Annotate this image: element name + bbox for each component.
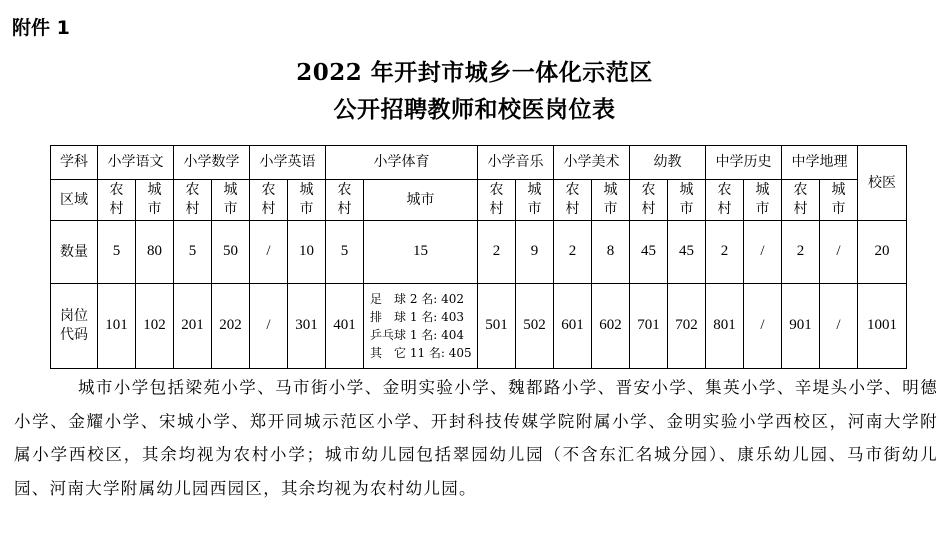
- subject-header-school-doctor: 校医: [858, 146, 907, 221]
- row-label-code-cell: [51, 284, 98, 369]
- area-rural: 农村: [185, 182, 200, 217]
- count-cell: 10: [288, 221, 326, 284]
- subject-header: 小学语文: [98, 146, 174, 180]
- area-cell: [820, 180, 858, 221]
- code-cell: 202: [212, 284, 250, 369]
- positions-table: [50, 145, 907, 369]
- title-line-1: 2022 年开封市城乡一体化示范区: [296, 59, 653, 86]
- area-city-pe: 城市: [364, 180, 478, 221]
- row-label-area: 区域: [51, 180, 98, 221]
- count-cell: /: [250, 221, 288, 284]
- area-rural: 农村: [717, 182, 732, 217]
- area-city: 城市: [299, 182, 314, 217]
- code-cell: 201: [174, 284, 212, 369]
- subject-header: 小学美术: [554, 146, 630, 180]
- pe-code-football: 足 球 2 名: 402: [370, 292, 465, 306]
- title-line-2: 公开招聘教师和校医岗位表: [333, 96, 616, 123]
- area-cell: [782, 180, 820, 221]
- pe-code-table-tennis: 乒乓球 1 名: 404: [370, 328, 465, 342]
- area-row: [51, 180, 907, 221]
- code-cell: 901: [782, 284, 820, 369]
- area-cell: [668, 180, 706, 221]
- code-cell: 501: [478, 284, 516, 369]
- count-cell: 45: [668, 221, 706, 284]
- area-rural: 农村: [793, 182, 808, 217]
- count-cell: 5: [174, 221, 212, 284]
- count-cell: /: [744, 221, 782, 284]
- code-cell: 702: [668, 284, 706, 369]
- area-city: 城市: [223, 182, 238, 217]
- area-rural: 农村: [261, 182, 276, 217]
- subject-header: 小学音乐: [478, 146, 554, 180]
- count-row: [51, 221, 907, 284]
- attachment-label: 附件 1: [12, 17, 70, 39]
- area-city: 城市: [603, 182, 618, 217]
- subject-header: 小学英语: [250, 146, 326, 180]
- area-cell: [744, 180, 782, 221]
- count-cell: 15: [364, 221, 478, 284]
- code-cell: 601: [554, 284, 592, 369]
- area-cell: [516, 180, 554, 221]
- subject-header: 小学体育: [326, 146, 478, 180]
- subject-row: [51, 146, 907, 180]
- code-cell: 801: [706, 284, 744, 369]
- area-city: 城市: [755, 182, 770, 217]
- code-cell: 1001: [858, 284, 907, 369]
- count-cell: 9: [516, 221, 554, 284]
- subject-header: 中学地理: [782, 146, 858, 180]
- count-cell: 2: [782, 221, 820, 284]
- code-cell: 102: [136, 284, 174, 369]
- count-cell: 5: [326, 221, 364, 284]
- area-cell: [592, 180, 630, 221]
- area-cell: [630, 180, 668, 221]
- code-cell: 602: [592, 284, 630, 369]
- area-cell: [136, 180, 174, 221]
- area-city: 城市: [147, 182, 162, 217]
- area-cell: [212, 180, 250, 221]
- subject-header: 中学历史: [706, 146, 782, 180]
- code-cell: 301: [288, 284, 326, 369]
- subject-header: 小学数学: [174, 146, 250, 180]
- row-label-subject: 学科: [51, 146, 98, 180]
- count-cell: 2: [706, 221, 744, 284]
- area-city: 城市: [527, 182, 542, 217]
- count-cell: 80: [136, 221, 174, 284]
- count-cell: 2: [554, 221, 592, 284]
- count-cell: 2: [478, 221, 516, 284]
- area-cell: [326, 180, 364, 221]
- count-cell: 5: [98, 221, 136, 284]
- code-row: [51, 284, 907, 369]
- count-cell: 8: [592, 221, 630, 284]
- row-label-code: 岗位代码: [60, 308, 88, 343]
- pe-code-other: 其 它 11 名: 405: [370, 346, 472, 360]
- area-rural: 农村: [489, 182, 504, 217]
- code-cell: 401: [326, 284, 364, 369]
- area-rural: 农村: [565, 182, 580, 217]
- area-cell: [554, 180, 592, 221]
- code-cell: 701: [630, 284, 668, 369]
- area-rural: 农村: [337, 182, 352, 217]
- area-city: 城市: [831, 182, 846, 217]
- count-cell: 50: [212, 221, 250, 284]
- area-cell: [478, 180, 516, 221]
- subject-header: 幼教: [630, 146, 706, 180]
- area-city: 城市: [679, 182, 694, 217]
- area-rural: 农村: [641, 182, 656, 217]
- code-cell: /: [820, 284, 858, 369]
- count-cell: 20: [858, 221, 907, 284]
- area-cell: [706, 180, 744, 221]
- code-cell: 502: [516, 284, 554, 369]
- code-cell: /: [250, 284, 288, 369]
- scope-note: 城市小学包括梁苑小学、马市街小学、金明实验小学、魏都路小学、晋安小学、集英小学、辛堤头小学、明德小学、金耀小学、宋城小学、郑开同城示范区小学、开封科技传媒学院附属小学、金明实验小学西校区，河南大学附属小学西校区，其余均视为农村小学；城市幼儿园包括翠园幼儿园（不含东汇名城分园）、康乐幼儿园、马市街幼儿园、河南大学附属幼儿园西园区，其余均视为农村幼儿园。: [14, 378, 938, 498]
- pe-code-volleyball: 排 球 1 名: 403: [370, 310, 465, 324]
- code-cell: /: [744, 284, 782, 369]
- code-cell: 101: [98, 284, 136, 369]
- row-label-count: 数量: [51, 221, 98, 284]
- area-rural: 农村: [109, 182, 124, 217]
- area-cell: [250, 180, 288, 221]
- area-cell: [98, 180, 136, 221]
- pe-city-code-list: [364, 284, 478, 369]
- count-cell: 45: [630, 221, 668, 284]
- area-cell: [288, 180, 326, 221]
- count-cell: /: [820, 221, 858, 284]
- area-cell: [174, 180, 212, 221]
